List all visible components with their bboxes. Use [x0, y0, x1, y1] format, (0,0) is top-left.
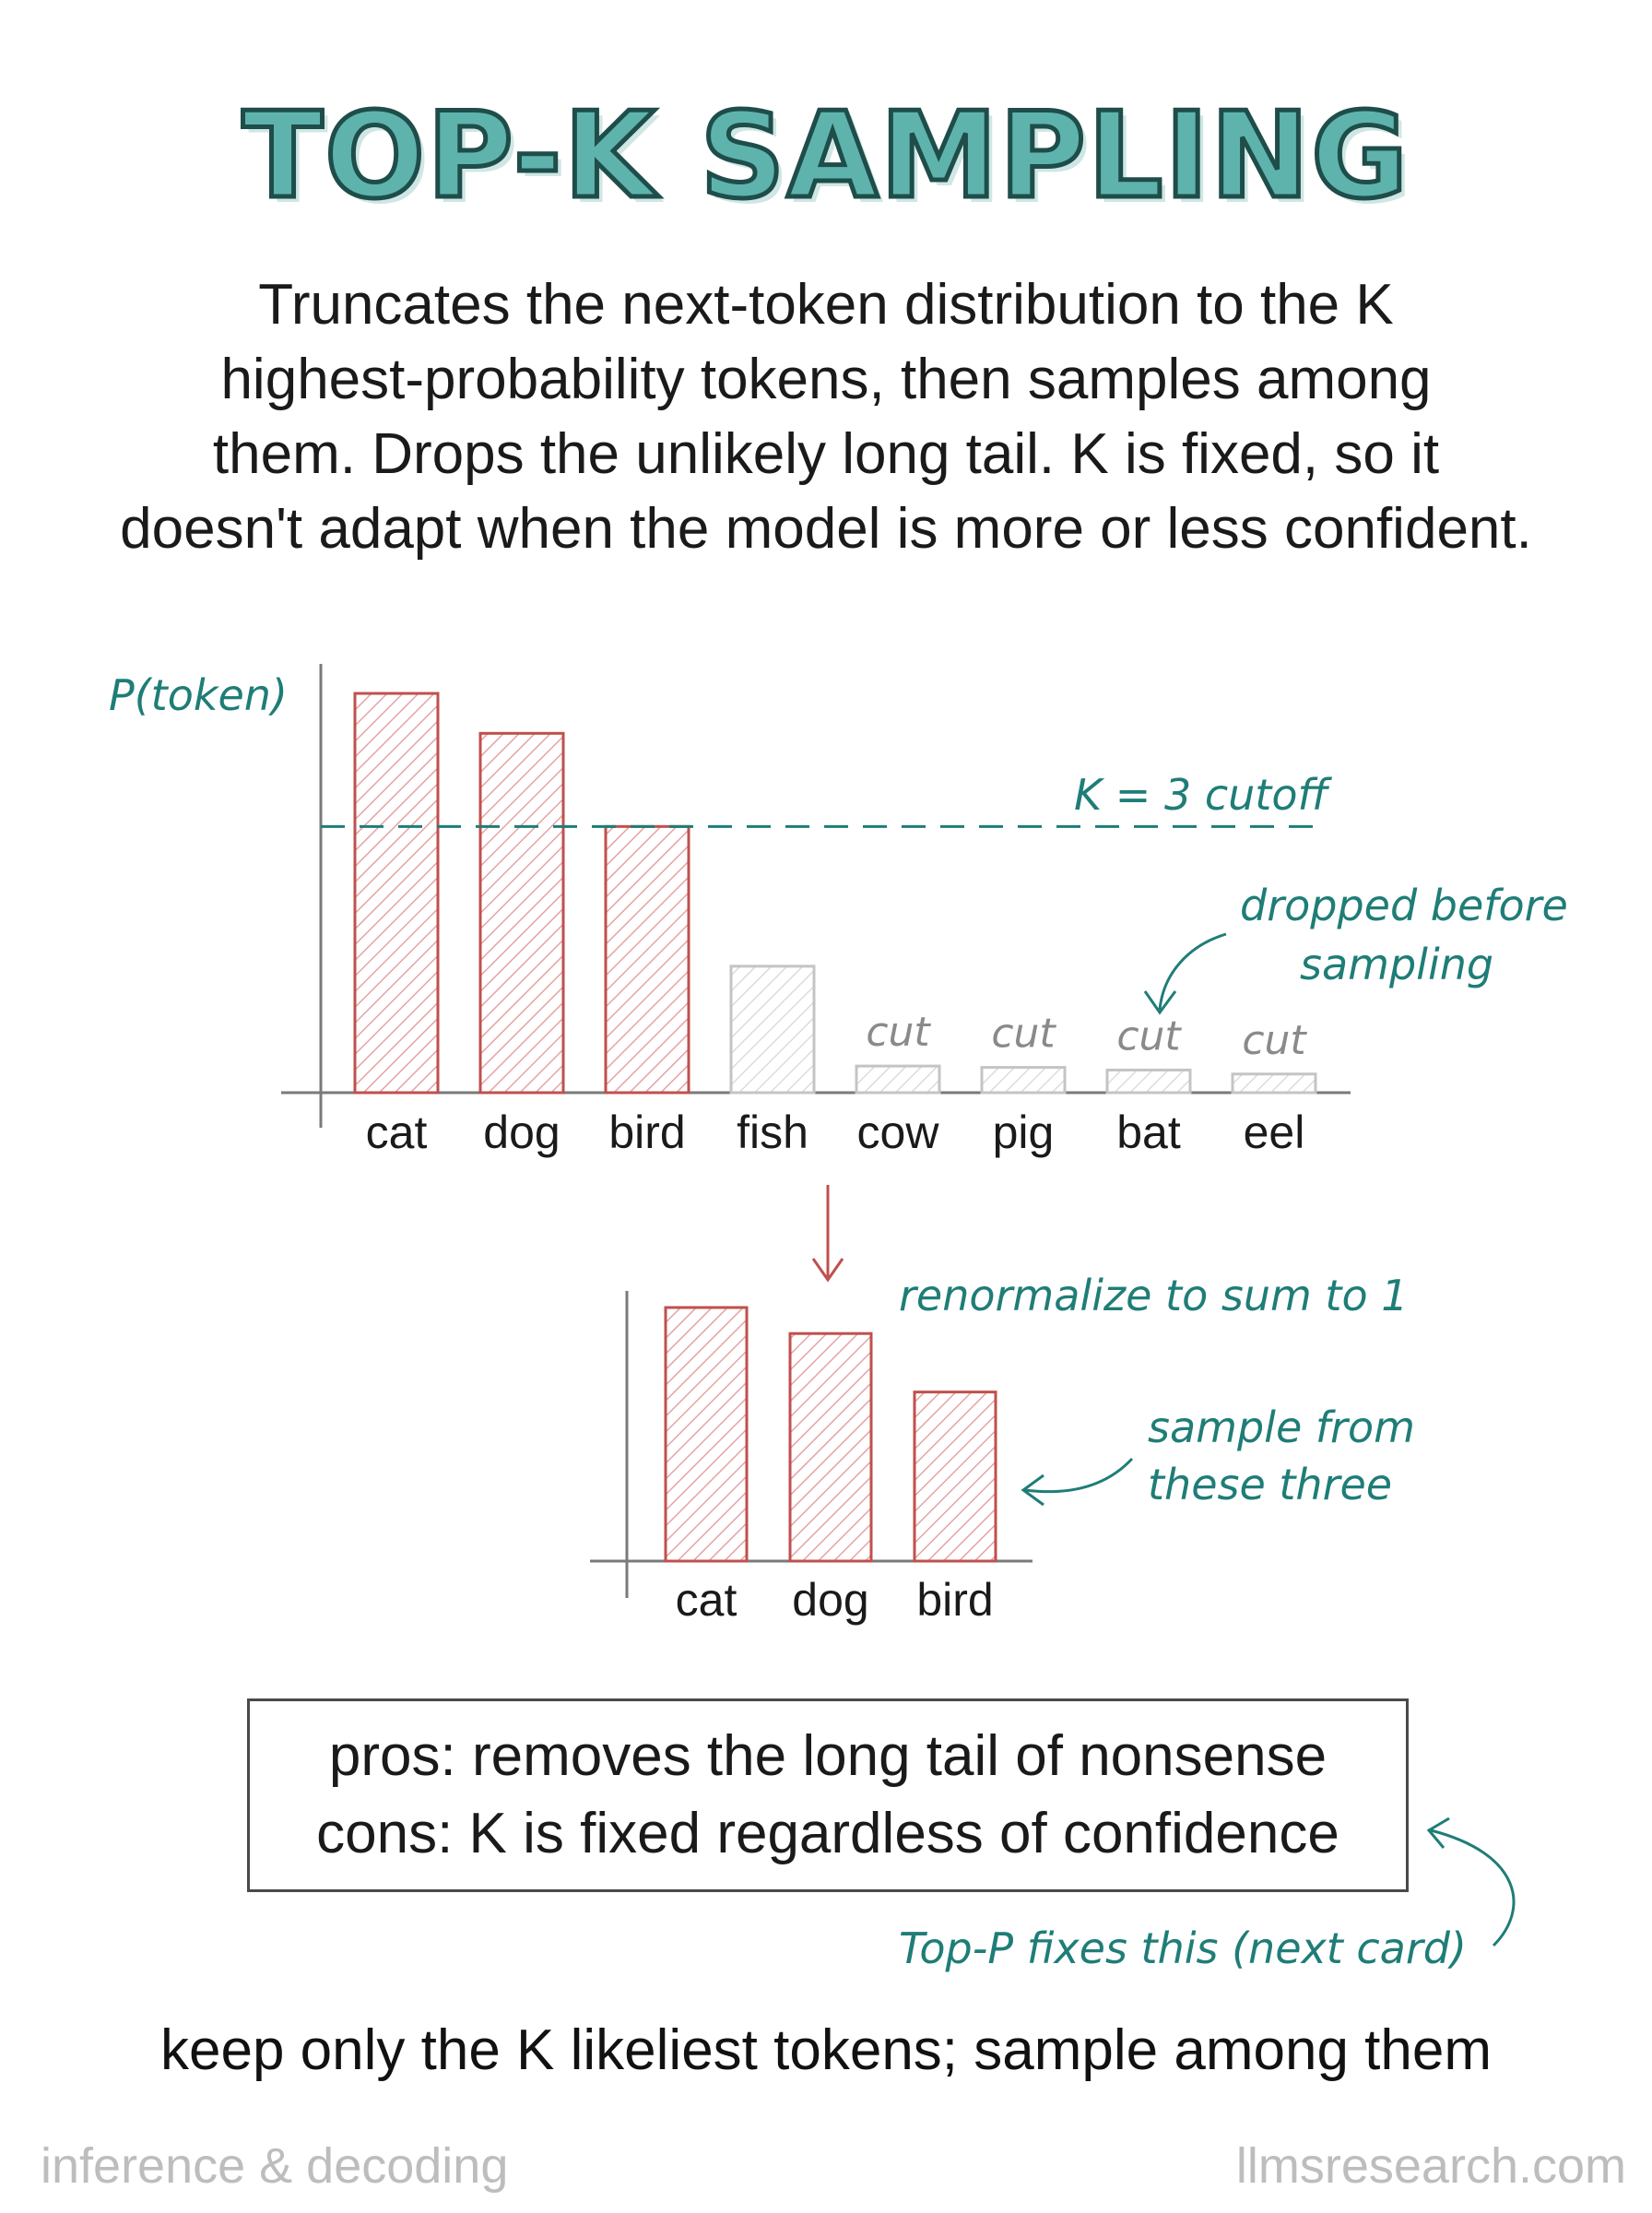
- intro-line: doesn't adapt when the model is more or less confident.: [120, 497, 1532, 561]
- chart1-tick-cat: cat: [365, 1106, 428, 1158]
- chart1-bar-bat: [1107, 1070, 1190, 1093]
- chart1-tick-dog: dog: [483, 1106, 560, 1158]
- intro-line: them. Drops the unlikely long tail. K is fixed, so it: [212, 422, 1440, 486]
- chart1-bar-pig: [982, 1068, 1065, 1093]
- chart1-cut-label: cut: [866, 1009, 930, 1057]
- chart1-tick-pig: pig: [992, 1106, 1055, 1158]
- chart1-bar-cow: [856, 1066, 939, 1093]
- sample-from-note: sample from these three: [1148, 1402, 1415, 1509]
- footer-topic: inference & decoding: [41, 2138, 509, 2194]
- chart1-bar-dog: [480, 733, 563, 1093]
- chart2-bar-dog: [790, 1333, 871, 1561]
- chart1-bar-eel: [1233, 1074, 1316, 1093]
- dropped-note: sampling: [1300, 940, 1494, 989]
- chart1-tick-bird: bird: [608, 1106, 686, 1158]
- page-title: TOP-K SAMPLING: [242, 88, 1410, 225]
- dropped-note: dropped before: [1240, 881, 1568, 930]
- intro-line: highest-probability tokens, then samples among: [220, 348, 1432, 411]
- chart2-bar-cat: [666, 1308, 747, 1561]
- footer-site: llmsresearch.com: [1235, 2138, 1626, 2194]
- chart1-bar-fish: [731, 966, 814, 1093]
- chart1-tick-cow: cow: [856, 1106, 939, 1158]
- cons-text: cons: K is fixed regardless of confidence: [316, 1802, 1339, 1865]
- chart1-bar-cat: [355, 693, 438, 1093]
- chart1-y-label: P(token): [109, 670, 288, 720]
- renormalize-note: renormalize to sum to 1: [899, 1271, 1409, 1320]
- sample-arrow: [1025, 1459, 1132, 1492]
- chart1-cut-label: cut: [1116, 1012, 1181, 1060]
- cutoff-label: K = 3 cutoff: [1074, 770, 1328, 820]
- chart1-tick-bat: bat: [1116, 1106, 1181, 1158]
- pros-text: pros: removes the long tail of nonsense: [328, 1724, 1328, 1788]
- chart1-cut-label: cut: [1242, 1016, 1306, 1064]
- top-p-note: Top-P fixes this (next card): [899, 1923, 1467, 1973]
- chart2-tick-cat: cat: [675, 1574, 738, 1626]
- chart1-tick-fish: fish: [737, 1106, 808, 1158]
- chart2-tick-dog: dog: [792, 1574, 869, 1626]
- pros-cons-box: [247, 1698, 1409, 1892]
- intro-line: Truncates the next-token distribution to the K: [258, 273, 1394, 337]
- chart2-bar-bird: [914, 1392, 996, 1561]
- chart1-cut-label: cut: [991, 1010, 1056, 1058]
- chart1-tick-eel: eel: [1243, 1106, 1305, 1158]
- chart2-tick-bird: bird: [916, 1574, 994, 1626]
- tagline: keep only the K likeliest tokens; sample among them: [160, 2018, 1492, 2082]
- chart1-bar-bird: [606, 826, 689, 1093]
